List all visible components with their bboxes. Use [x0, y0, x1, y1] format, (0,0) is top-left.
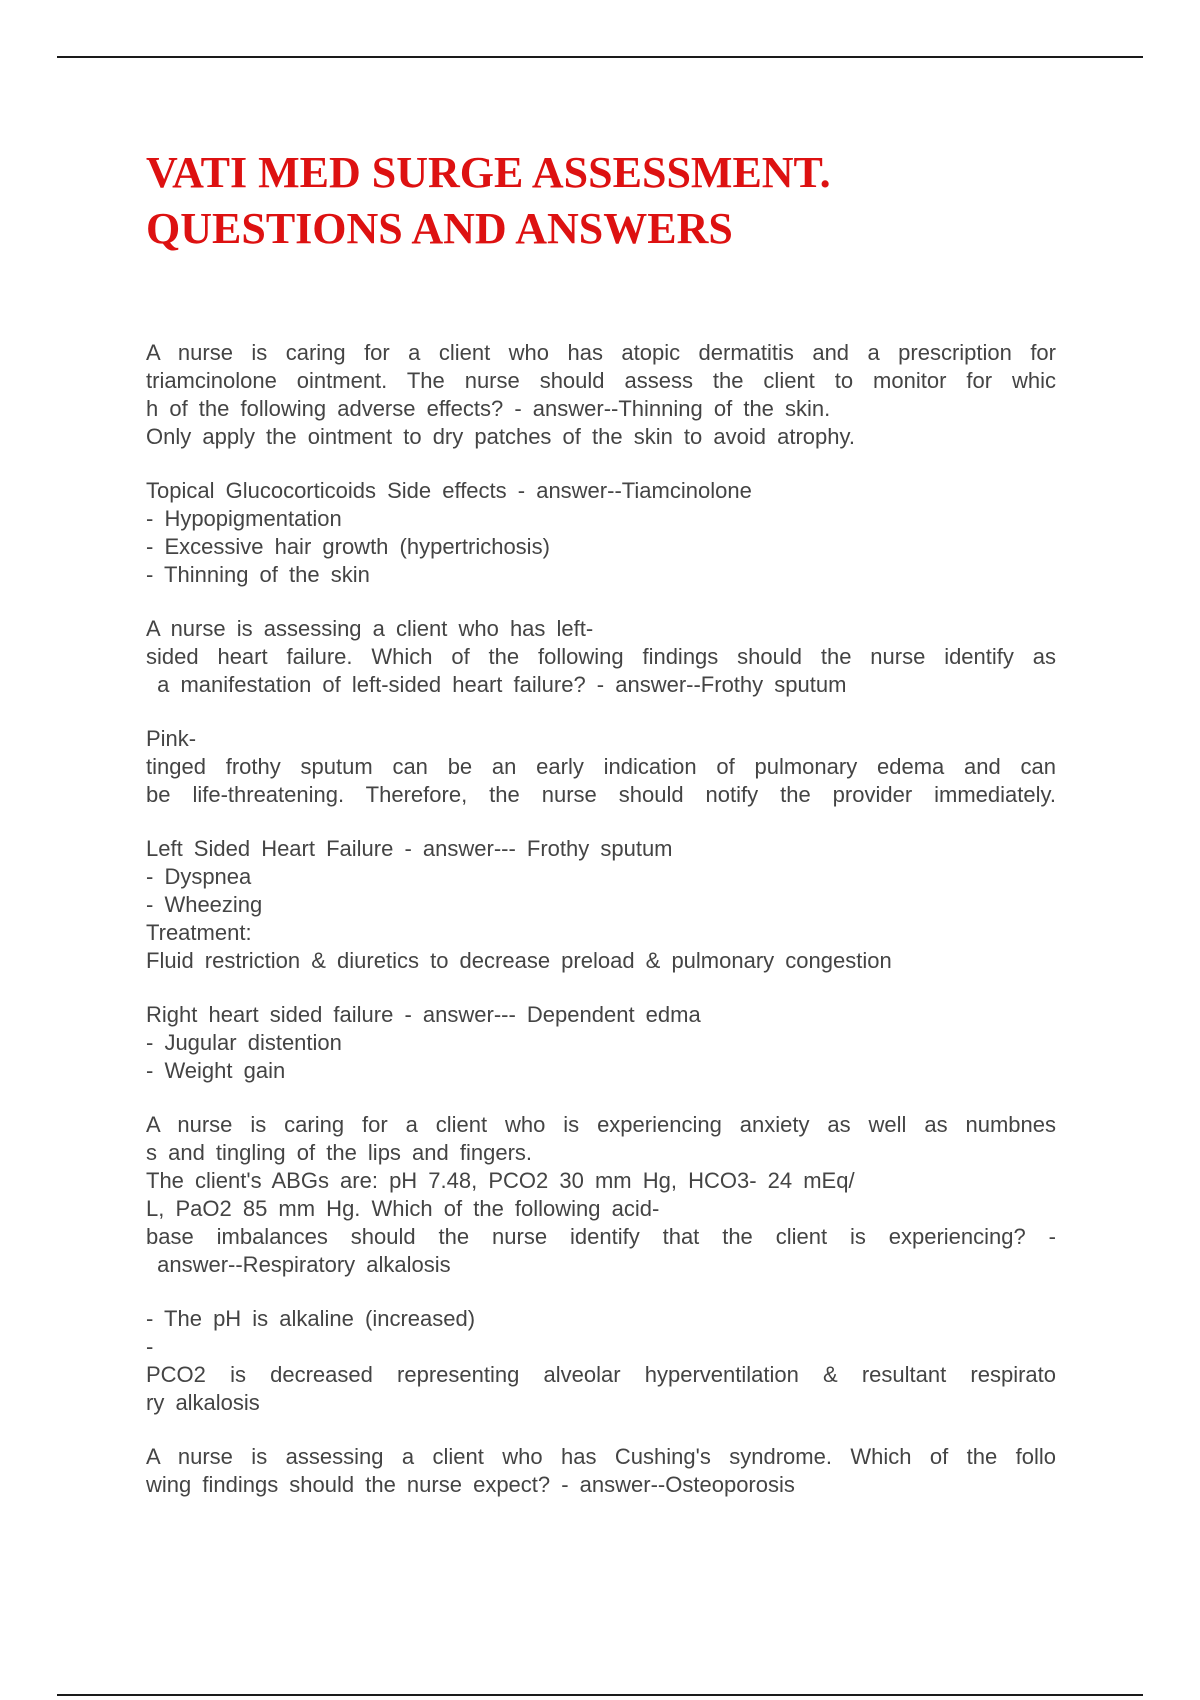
paragraph: [146, 1001, 1056, 1085]
text-line: answer--Respiratory alkalosis: [146, 1252, 451, 1277]
text-line: Fluid restriction & diuretics to decrease preload & pulmonary congestion: [146, 948, 892, 973]
header-rule: [57, 56, 1143, 58]
text-line: Only apply the ointment to dry patches of the skin to avoid atrophy.: [146, 424, 855, 449]
paragraph: [146, 339, 1056, 451]
text-line: - Hypopigmentation: [146, 506, 342, 531]
text-line: - Wheezing: [146, 892, 263, 917]
paragraph: [146, 835, 1056, 975]
text-line: - Dyspnea: [146, 864, 252, 889]
text-line: - The pH is alkaline (increased): [146, 1306, 476, 1331]
text-line: a manifestation of left-sided heart failure? - answer--Frothy sputum: [146, 672, 847, 697]
document-body: [146, 339, 1056, 1525]
text-line: base imbalances should the nurse identify that the client is experiencing? -: [146, 1224, 1056, 1249]
text-line: - Excessive hair growth (hypertrichosis): [146, 534, 550, 559]
text-line: -: [146, 1334, 154, 1359]
title-line-1: VATI MED SURGE ASSESSMENT.: [146, 148, 831, 197]
text-line: - Thinning of the skin: [146, 562, 370, 587]
paragraph: [146, 615, 1056, 699]
text-line: wing findings should the nurse expect? - answer--Osteoporosis: [146, 1472, 795, 1497]
text-line: triamcinolone ointment. The nurse should assess the client to monitor for whic: [146, 368, 1056, 393]
text-line: s and tingling of the lips and fingers.: [146, 1140, 533, 1165]
text-line: Topical Glucocorticoids Side effects - answer--Tiamcinolone: [146, 478, 752, 503]
title-line-2: QUESTIONS AND ANSWERS: [146, 204, 733, 253]
text-line: - Jugular distention: [146, 1030, 342, 1055]
paragraph: [146, 1443, 1056, 1499]
text-line: ry alkalosis: [146, 1390, 260, 1415]
text-line: L, PaO2 85 mm Hg. Which of the following acid-: [146, 1196, 660, 1221]
text-line: A nurse is caring for a client who is experiencing anxiety as well as numbnes: [146, 1112, 1056, 1137]
paragraph: [146, 1305, 1056, 1417]
text-line: The client's ABGs are: pH 7.48, PCO2 30 mm Hg, HCO3- 24 mEq/: [146, 1168, 855, 1193]
footer-rule: [57, 1694, 1143, 1696]
text-line: Pink-: [146, 726, 197, 751]
paragraph: [146, 1111, 1056, 1279]
text-line: Treatment:: [146, 920, 252, 945]
paragraph: [146, 725, 1056, 809]
text-line: A nurse is assessing a client who has left-: [146, 616, 594, 641]
text-line: PCO2 is decreased representing alveolar hyperventilation & resultant respirato: [146, 1362, 1056, 1387]
text-line: - Weight gain: [146, 1058, 286, 1083]
text-line: A nurse is assessing a client who has Cushing's syndrome. Which of the follo: [146, 1444, 1056, 1469]
text-line: sided heart failure. Which of the following findings should the nurse identify as: [146, 644, 1056, 669]
text-line: Left Sided Heart Failure - answer--- Frothy sputum: [146, 836, 673, 861]
paragraph: [146, 477, 1056, 589]
text-line: h of the following adverse effects? - answer--Thinning of the skin.: [146, 396, 831, 421]
text-line: Right heart sided failure - answer--- Dependent edma: [146, 1002, 701, 1027]
text-line: tinged frothy sputum can be an early indication of pulmonary edema and can: [146, 754, 1056, 779]
text-line: be life-threatening. Therefore, the nurse should notify the provider immediately.: [146, 782, 1056, 807]
text-line: A nurse is caring for a client who has atopic dermatitis and a prescription for: [146, 340, 1056, 365]
page-title: [146, 145, 1086, 257]
